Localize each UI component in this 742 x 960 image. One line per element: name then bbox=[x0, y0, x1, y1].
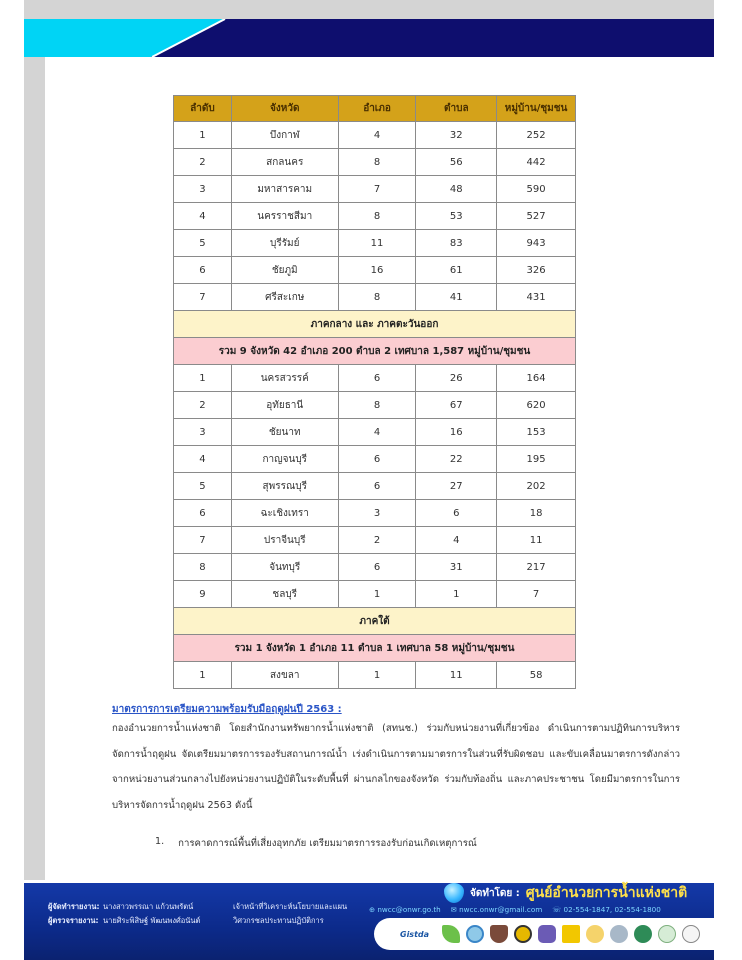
website-link[interactable]: ⊕ nwcc@onwr.go.th bbox=[369, 905, 441, 914]
table-row bbox=[174, 500, 576, 527]
cell-order: 4 bbox=[174, 203, 232, 230]
cell-village: 58 bbox=[497, 662, 576, 689]
cell-village: 18 bbox=[497, 500, 576, 527]
cell-province: บุรีรัมย์ bbox=[231, 230, 338, 257]
cell-tambon: 1 bbox=[416, 581, 497, 608]
cell-village: 431 bbox=[497, 284, 576, 311]
cell-amphoe: 8 bbox=[338, 149, 416, 176]
footer-banner bbox=[24, 883, 714, 960]
cell-amphoe: 6 bbox=[338, 365, 416, 392]
cell-tambon: 11 bbox=[416, 662, 497, 689]
cell-village: 195 bbox=[497, 446, 576, 473]
cell-tambon: 22 bbox=[416, 446, 497, 473]
footer-brand bbox=[444, 883, 714, 903]
dept-logo-icon bbox=[610, 925, 628, 943]
leaf-logo-icon bbox=[442, 925, 460, 943]
reviewer-row bbox=[48, 914, 403, 928]
cell-amphoe: 8 bbox=[338, 284, 416, 311]
shield-logo-icon bbox=[490, 925, 508, 943]
tmd-logo-icon bbox=[466, 925, 484, 943]
cell-order: 3 bbox=[174, 176, 232, 203]
cell-tambon: 61 bbox=[416, 257, 497, 284]
cell-amphoe: 3 bbox=[338, 500, 416, 527]
col-header-village: หมู่บ้าน/ชุมชน bbox=[497, 96, 576, 122]
preparer-row bbox=[48, 900, 403, 914]
cell-amphoe: 11 bbox=[338, 230, 416, 257]
cell-amphoe: 6 bbox=[338, 554, 416, 581]
cell-province: บึงกาฬ bbox=[231, 122, 338, 149]
table-row bbox=[174, 662, 576, 689]
cell-province: สุพรรณบุรี bbox=[231, 473, 338, 500]
cell-tambon: 4 bbox=[416, 527, 497, 554]
col-header-order: ลำดับ bbox=[174, 96, 232, 122]
cell-tambon: 48 bbox=[416, 176, 497, 203]
cell-tambon: 32 bbox=[416, 122, 497, 149]
region-row bbox=[174, 608, 576, 635]
cell-province: ปราจีนบุรี bbox=[231, 527, 338, 554]
table-row bbox=[174, 473, 576, 500]
table-row bbox=[174, 419, 576, 446]
cell-tambon: 6 bbox=[416, 500, 497, 527]
cell-order: 2 bbox=[174, 392, 232, 419]
cell-order: 1 bbox=[174, 365, 232, 392]
cell-tambon: 26 bbox=[416, 365, 497, 392]
cell-village: 590 bbox=[497, 176, 576, 203]
cell-tambon: 41 bbox=[416, 284, 497, 311]
cell-province: สกลนคร bbox=[231, 149, 338, 176]
header-banner bbox=[24, 19, 714, 57]
region-title-central-east: ภาคกลาง และ ภาคตะวันออก bbox=[174, 311, 576, 338]
dwr-logo-icon bbox=[562, 925, 580, 943]
table-row bbox=[174, 149, 576, 176]
preparer-name: นางสาวพรรณา แก้วนพรัตน์ bbox=[103, 902, 194, 911]
cell-order: 4 bbox=[174, 446, 232, 473]
cell-village: 217 bbox=[497, 554, 576, 581]
cell-order: 3 bbox=[174, 419, 232, 446]
cell-order: 9 bbox=[174, 581, 232, 608]
water-drop-logo-icon bbox=[444, 883, 464, 903]
cell-amphoe: 1 bbox=[338, 662, 416, 689]
col-header-amphoe: อำเภอ bbox=[338, 96, 416, 122]
cell-province: นครสวรรค์ bbox=[231, 365, 338, 392]
cell-province: ศรีสะเกษ bbox=[231, 284, 338, 311]
table-header-row bbox=[174, 96, 576, 122]
cell-province: กาญจนบุรี bbox=[231, 446, 338, 473]
emblem-logo-icon bbox=[682, 925, 700, 943]
cell-village: 943 bbox=[497, 230, 576, 257]
cell-tambon: 31 bbox=[416, 554, 497, 581]
cell-province: อุทัยธานี bbox=[231, 392, 338, 419]
cell-amphoe: 6 bbox=[338, 446, 416, 473]
cell-village: 326 bbox=[497, 257, 576, 284]
cell-order: 6 bbox=[174, 257, 232, 284]
cell-order: 1 bbox=[174, 662, 232, 689]
table-row bbox=[174, 230, 576, 257]
cell-tambon: 83 bbox=[416, 230, 497, 257]
email-text: nwcc.onwr@gmail.com bbox=[459, 905, 543, 914]
cell-village: 7 bbox=[497, 581, 576, 608]
cell-tambon: 27 bbox=[416, 473, 497, 500]
cell-tambon: 16 bbox=[416, 419, 497, 446]
table-row bbox=[174, 527, 576, 554]
region-summary-south: รวม 1 จังหวัด 1 อำเภอ 11 ตำบล 1 เทศบาล 58 หมู่บ้าน/ชุมชน bbox=[174, 635, 576, 662]
website-text: nwcc@onwr.go.th bbox=[377, 905, 441, 914]
preparer-label: ผู้จัดทำรายงาน: bbox=[48, 902, 100, 911]
email-link[interactable]: ✉ nwcc.onwr@gmail.com bbox=[450, 905, 543, 914]
cell-province: จันทบุรี bbox=[231, 554, 338, 581]
phone-info: ☏ 02-554-1847, 02-554-1800 bbox=[552, 905, 661, 914]
cell-tambon: 56 bbox=[416, 149, 497, 176]
hydro-logo-icon bbox=[538, 925, 556, 943]
summary-row bbox=[174, 635, 576, 662]
cell-order: 7 bbox=[174, 284, 232, 311]
cell-province: ชัยภูมิ bbox=[231, 257, 338, 284]
cell-village: 620 bbox=[497, 392, 576, 419]
cell-order: 5 bbox=[174, 473, 232, 500]
table-row bbox=[174, 392, 576, 419]
cell-amphoe: 8 bbox=[338, 203, 416, 230]
cell-village: 527 bbox=[497, 203, 576, 230]
brand-prefix: จัดทำโดย : bbox=[470, 887, 520, 899]
list-item bbox=[155, 836, 477, 851]
cell-village: 164 bbox=[497, 365, 576, 392]
region-summary-central-east: รวม 9 จังหวัด 42 อำเภอ 200 ตำบล 2 เทศบาล 1,587 หมู่บ้าน/ชุมชน bbox=[174, 338, 576, 365]
cell-order: 7 bbox=[174, 527, 232, 554]
region-title-south: ภาคใต้ bbox=[174, 608, 576, 635]
cell-village: 442 bbox=[497, 149, 576, 176]
region-row bbox=[174, 311, 576, 338]
cell-village: 202 bbox=[497, 473, 576, 500]
cell-province: สงขลา bbox=[231, 662, 338, 689]
partner-logo-strip bbox=[374, 918, 714, 950]
cell-amphoe: 8 bbox=[338, 392, 416, 419]
table-row bbox=[174, 176, 576, 203]
cell-village: 153 bbox=[497, 419, 576, 446]
col-header-tambon: ตำบล bbox=[416, 96, 497, 122]
cell-amphoe: 6 bbox=[338, 473, 416, 500]
section-title-link[interactable]: มาตรการการเตรียมความพร้อมรับมือฤดูฝนปี 2563 : bbox=[112, 704, 342, 715]
cell-order: 2 bbox=[174, 149, 232, 176]
cell-province: ฉะเชิงเทรา bbox=[231, 500, 338, 527]
preparer-title: เจ้าหน้าที่วิเคราะห์นโยบายและแผน bbox=[233, 902, 348, 911]
col-header-province: จังหวัด bbox=[231, 96, 338, 122]
footer-credits bbox=[48, 900, 403, 928]
left-margin bbox=[24, 0, 45, 880]
cell-order: 5 bbox=[174, 230, 232, 257]
cell-amphoe: 16 bbox=[338, 257, 416, 284]
phone-text: 02-554-1847, 02-554-1800 bbox=[563, 905, 661, 914]
cell-province: ชลบุรี bbox=[231, 581, 338, 608]
table-row bbox=[174, 446, 576, 473]
cell-amphoe: 1 bbox=[338, 581, 416, 608]
cell-amphoe: 4 bbox=[338, 122, 416, 149]
cell-province: ชัยนาท bbox=[231, 419, 338, 446]
table-row bbox=[174, 554, 576, 581]
cell-amphoe: 2 bbox=[338, 527, 416, 554]
cell-village: 11 bbox=[497, 527, 576, 554]
table-row bbox=[174, 122, 576, 149]
gistda-logo-icon: Gistda bbox=[400, 929, 430, 939]
cell-province: มหาสารคาม bbox=[231, 176, 338, 203]
footer-contact bbox=[369, 905, 661, 914]
crown-logo-icon bbox=[586, 925, 604, 943]
list-item-text: การคาดการณ์พื้นที่เสี่ยงอุทกภัย เตรียมมาตรการรองรับก่อนเกิดเหตุการณ์ bbox=[178, 838, 477, 849]
cell-province: นครราชสีมา bbox=[231, 203, 338, 230]
list-item-number: 1. bbox=[155, 836, 165, 847]
reviewer-name: นายศิระพิสิษฐ์ พัฒนพงศ์อนันต์ bbox=[103, 916, 201, 925]
cell-order: 6 bbox=[174, 500, 232, 527]
table-row bbox=[174, 284, 576, 311]
reviewer-title: วิศวกรชลประทานปฏิบัติการ bbox=[233, 916, 324, 925]
cell-tambon: 53 bbox=[416, 203, 497, 230]
reviewer-label: ผู้ตรวจรายงาน: bbox=[48, 916, 99, 925]
table-row bbox=[174, 257, 576, 284]
brand-name: ศูนย์อำนวยการน้ำแห่งชาติ bbox=[525, 885, 688, 901]
top-margin bbox=[24, 0, 714, 19]
table-row bbox=[174, 581, 576, 608]
table-row bbox=[174, 365, 576, 392]
table-row bbox=[174, 203, 576, 230]
cell-order: 8 bbox=[174, 554, 232, 581]
cell-amphoe: 7 bbox=[338, 176, 416, 203]
cell-amphoe: 4 bbox=[338, 419, 416, 446]
province-table bbox=[173, 95, 576, 689]
cell-tambon: 67 bbox=[416, 392, 497, 419]
ldd-logo-icon bbox=[658, 925, 676, 943]
cell-village: 252 bbox=[497, 122, 576, 149]
cell-order: 1 bbox=[174, 122, 232, 149]
green-seal-logo-icon bbox=[634, 925, 652, 943]
royal-irrigation-logo-icon bbox=[514, 925, 532, 943]
body-paragraph: กองอำนวยการน้ำแห่งชาติ โดยสำนักงานทรัพยากรน้ำแห่งชาติ (สทนช.) ร่วมกับหน่วยงานที่เกี่ยวข้อง ดำเนินการตามปฏิทินการบริหารจัดการน้ำฤดูฝน จัดเตรียมมาตรการรองรับสถานการณ์น้ำ เร่งดำเนินการตามมาตรการในส่วนที่รับผิดชอบ และขับเคลื่อนมาตรการดังกล่าวจากหน่วยงานส่วนกลางไปยังหน่วยงานปฏิบัติในระดับพื้นที่ ผ่านกลไกของจังหวัด ร่วมกับท้องถิ่น และภาคประชาชน โดยมีมาตรการในการบริหารจัดการน้ำฤดูฝน 2563 ดังนี้ bbox=[112, 723, 680, 811]
summary-row bbox=[174, 338, 576, 365]
